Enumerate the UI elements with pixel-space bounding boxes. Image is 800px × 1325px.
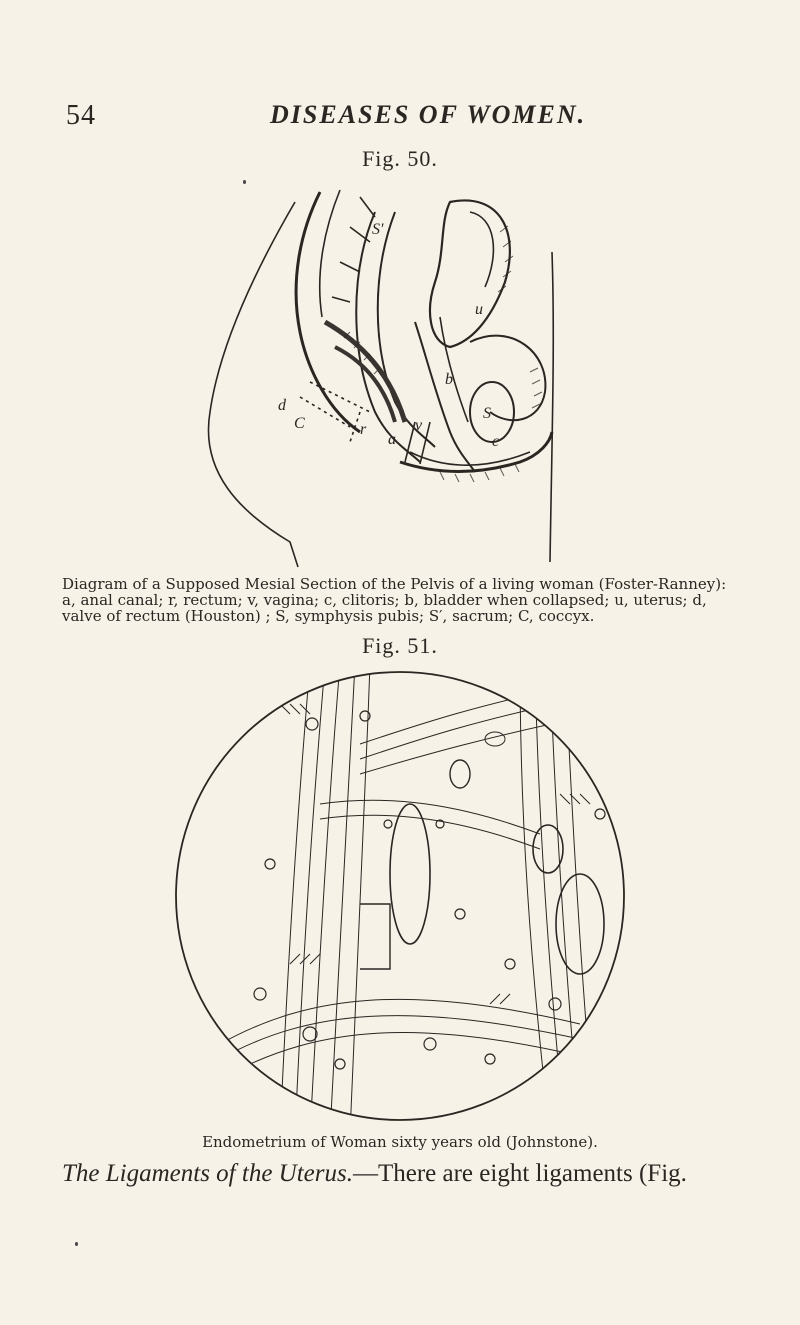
figure-51-illustration [160,664,640,1134]
figure-51-caption: Endometrium of Woman sixty years old (Johnstone). [202,1133,598,1151]
figure-50-label: Fig. 50. [362,146,438,171]
label-s: S [483,405,491,422]
pelvis-diagram [200,172,600,572]
label-v: v [415,417,423,434]
label-d: d [278,397,286,414]
body-text-line: —There are eight ligaments (Fig. [352,1160,687,1187]
print-speck [243,180,246,184]
label-c-coccyx: C [294,415,305,432]
figure-51-label: Fig. 51. [362,633,438,658]
figure-50-caption: Diagram of a Supposed Mesial Section of the Pelvis of a living woman (Foster-Ranney): a, anal canal; r, rectum; v, vagina; c, clitoris; b, bladder when collapsed; u, uterus; d, valve of rectum (Houston) ; S, symphysis pubis; S′, sacrum; C, coccyx. [62,575,727,625]
label-a: a [388,431,396,448]
label-b: b [445,371,453,388]
print-speck [75,1242,78,1246]
running-title: DISEASES OF WOMEN. [270,100,587,129]
running-head [0,100,800,140]
ligaments-heading: The Ligaments of the Uterus. [62,1160,353,1187]
page-number: 54 [66,100,96,131]
label-r: r [360,421,367,438]
endometrium-micrograph [160,664,640,1134]
label-s-prime: S′ [372,221,384,238]
figure-50-illustration [200,172,600,572]
body-text [62,1160,762,1188]
label-u: u [475,301,483,318]
label-c: c [492,433,500,450]
